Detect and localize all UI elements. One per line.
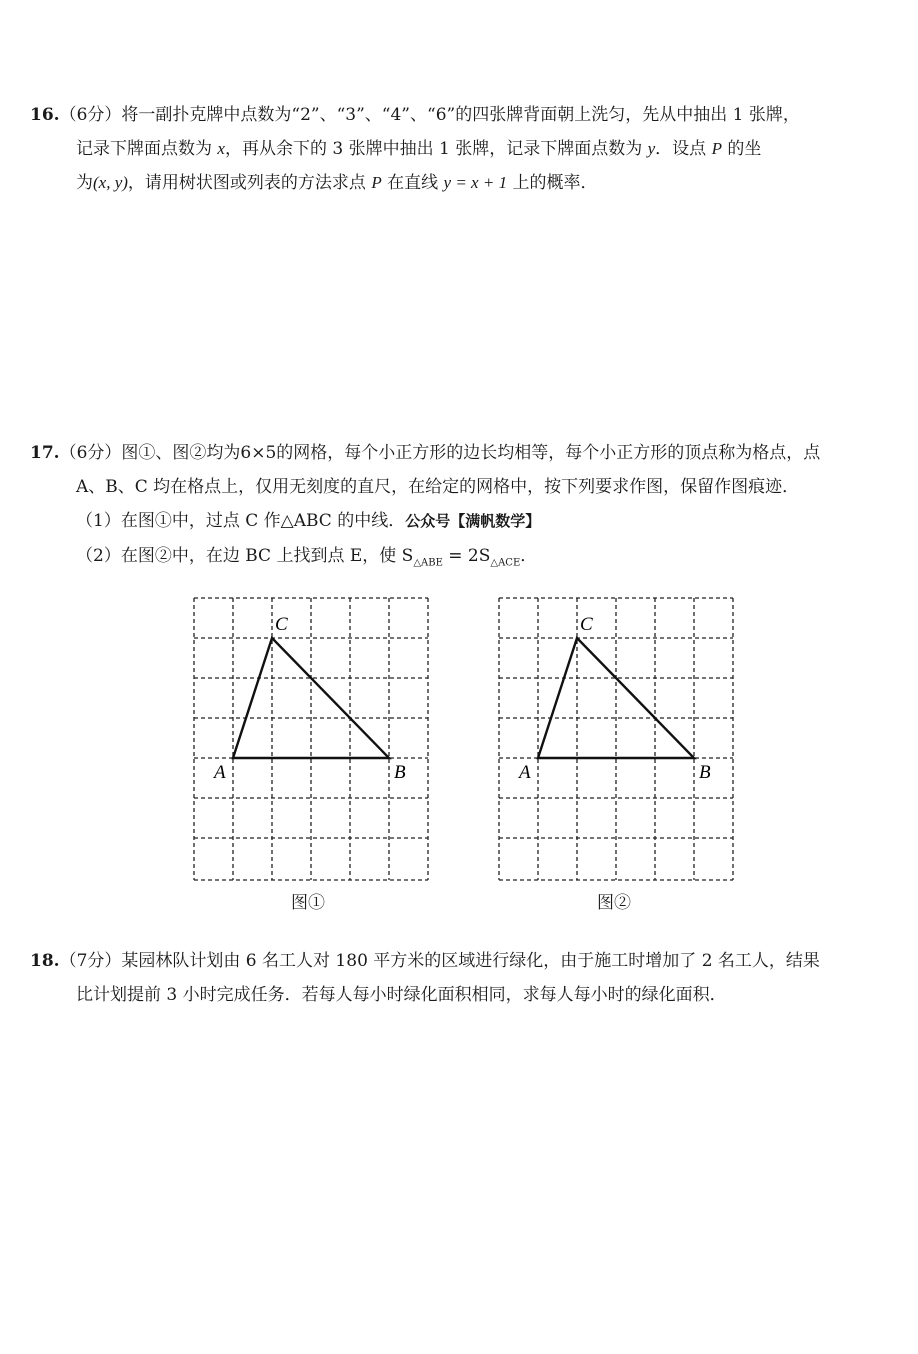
q16-text-2c: ．设点 xyxy=(655,139,712,159)
q16-text-2b: ，再从余下的 3 张牌中抽出 1 张牌，记录下牌面点数为 xyxy=(224,139,648,159)
q17-sub-1 xyxy=(30,504,900,539)
q17-sub-2-subscript-ace: △ACE xyxy=(490,557,521,569)
q18-line-2: 比计划提前 3 小时完成任务．若每人每小时绿化面积相同，求每人每小时的绿化面积． xyxy=(76,985,727,1005)
q16-text-3a: 为 xyxy=(76,173,93,193)
q16-var-p-2: P xyxy=(371,173,382,192)
point-label-a: A xyxy=(214,762,226,783)
point-label-b: B xyxy=(394,762,406,783)
q16-var-p: P xyxy=(711,139,722,158)
q18-points: （7分） xyxy=(59,951,122,971)
question-16 xyxy=(30,98,900,200)
q17-sub-2-text-b: = 2S xyxy=(442,546,491,566)
q17-text-1: 图①、图②均为6×5的网格，每个小正方形的边长均相等，每个小正方形的顶点称为格点，点 xyxy=(121,443,821,463)
point-label-a: A xyxy=(519,762,531,783)
watermark-text: 公众号【满帆数学】 xyxy=(405,513,541,530)
q17-points: （6分） xyxy=(59,443,122,463)
q16-text-3b: ，请用树状图或列表的方法求点 xyxy=(127,173,372,193)
q17-number: 17. xyxy=(30,443,60,463)
q17-sub-1-text: （1）在图①中，过点 C 作△ABC 的中线． xyxy=(76,511,406,531)
q18-line-1 xyxy=(30,944,900,978)
q17-sub-2 xyxy=(30,539,900,580)
figure-1-caption: 图① xyxy=(291,893,325,913)
point-label-c: C xyxy=(275,614,288,635)
q16-text-2d: 的坐 xyxy=(721,139,762,159)
q16-coord: (x, y) xyxy=(93,173,128,192)
question-17 xyxy=(30,436,900,580)
q16-text-3d: 上的概率． xyxy=(507,173,598,193)
point-label-c: C xyxy=(580,614,593,635)
question-18 xyxy=(30,944,900,1012)
figure-1-grid xyxy=(186,592,436,886)
q16-line-1 xyxy=(30,98,900,132)
q17-sub-2-text-a: （2）在图②中，在边 BC 上找到点 E，使 S xyxy=(76,546,414,566)
q16-line-2 xyxy=(30,132,900,166)
q16-text-1: 将一副扑克牌中点数为“2”、“3”、“4”、“6”的四张牌背面朝上洗匀，先从中抽出 1 张牌， xyxy=(121,105,800,125)
figure-2-grid xyxy=(491,592,741,886)
q16-var-y: y xyxy=(647,139,656,158)
q17-line-2: A、B、C 均在格点上，仅用无刻度的直尺，在给定的网格中，按下列要求作图，保留作图痕迹． xyxy=(76,477,800,497)
q18-text-1: 某园林队计划由 6 名工人对 180 平方米的区域进行绿化，由于施工时增加了 2 名工人，结果 xyxy=(121,951,820,971)
q16-number: 16. xyxy=(30,105,60,125)
q17-sub-2-subscript-abe: △ABE xyxy=(413,557,443,569)
q17-sub-2-text-c: ． xyxy=(520,546,538,566)
q16-text-3c: 在直线 xyxy=(381,173,444,193)
q16-var-x: x xyxy=(217,139,225,158)
q16-points: （6分） xyxy=(59,105,122,125)
q16-line-equation: y = x + 1 xyxy=(443,173,508,192)
point-label-b: B xyxy=(699,762,711,783)
figure-2-caption: 图② xyxy=(597,893,631,913)
q16-text-2a: 记录下牌面点数为 xyxy=(76,139,218,159)
q18-number: 18. xyxy=(30,951,60,971)
q17-line-1 xyxy=(30,436,900,470)
q16-line-3 xyxy=(30,166,900,200)
